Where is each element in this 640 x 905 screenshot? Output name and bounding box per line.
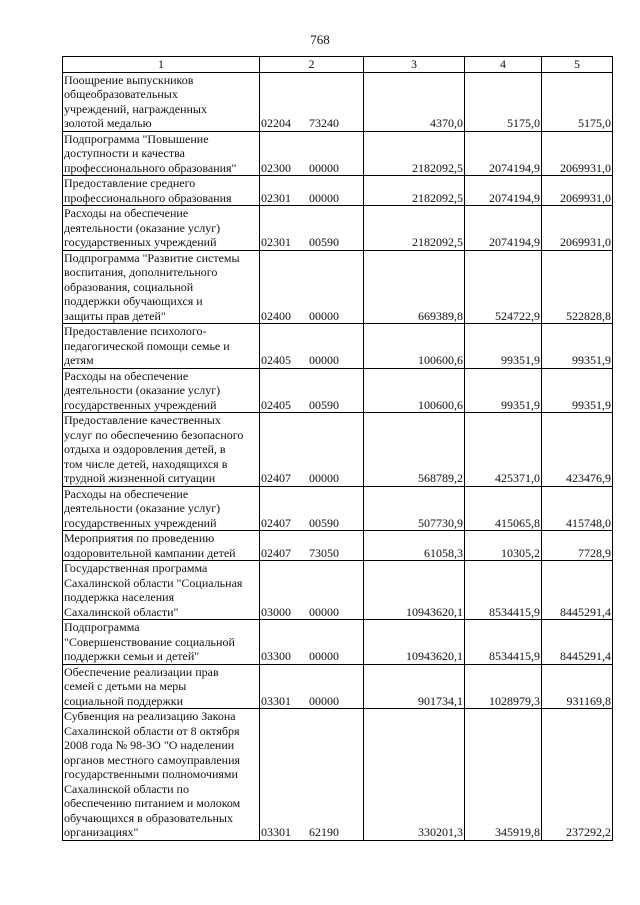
row-code-section: 02407 [261, 471, 291, 485]
header-col-2: 2 [260, 57, 364, 73]
table-row [63, 709, 613, 841]
table-row [63, 561, 613, 620]
row-code-section: 02405 [261, 397, 291, 412]
row-value-3: 2182092,5 [364, 131, 465, 176]
page-number: 768 [310, 32, 330, 47]
row-code-section: 03301 [261, 693, 291, 708]
row-value-3: 4370,0 [364, 72, 465, 131]
row-value-3: 100600,6 [364, 324, 465, 369]
row-code [260, 709, 364, 841]
row-code-item: 00000 [309, 693, 339, 708]
row-code [260, 176, 364, 206]
row-code [260, 531, 364, 561]
row-value-5: 8445291,4 [542, 620, 613, 665]
row-name: Расходы на обеспечение деятельности (оказание услуг) государственных учреждений [63, 486, 260, 531]
row-name: Предоставление среднего профессионального образования [63, 176, 260, 206]
row-code-section: 02407 [261, 515, 291, 530]
table-row [63, 486, 613, 531]
row-code-section: 02405 [261, 353, 291, 367]
row-value-3: 2182092,5 [364, 176, 465, 206]
row-value-3: 10943620,1 [364, 561, 465, 620]
row-value-4: 5175,0 [465, 72, 542, 131]
row-code-item: 62190 [309, 825, 339, 839]
row-name: Подпрограмма "Совершенствование социальной поддержки семьи и детей" [63, 620, 260, 665]
row-code-item: 73050 [309, 545, 339, 560]
table-row [63, 324, 613, 369]
row-value-5: 99351,9 [542, 368, 613, 413]
row-value-3: 330201,3 [364, 709, 465, 841]
row-name: Подпрограмма "Повышение доступности и качества профессионального образования" [63, 131, 260, 176]
row-code-section: 02301 [261, 235, 291, 249]
row-code-section: 03000 [261, 604, 291, 619]
row-code-section: 02407 [261, 545, 291, 560]
row-value-3: 10943620,1 [364, 620, 465, 665]
row-value-5: 8445291,4 [542, 561, 613, 620]
row-value-4: 2074194,9 [465, 206, 542, 251]
row-name: Субвенция на реализацию Закона Сахалинской области от 8 октября 2008 года № 98-ЗО "О наделении органов местного самоуправления государственными полномочиями Сахалинской области по обеспечению питанием и молоком обучающихся в образовательных организациях" [63, 709, 260, 841]
row-code [260, 620, 364, 665]
row-value-5: 7728,9 [542, 531, 613, 561]
row-value-4: 415065,8 [465, 486, 542, 531]
row-code-item: 00590 [309, 397, 339, 412]
table-row [63, 72, 613, 131]
row-name: Подпрограмма "Развитие системы воспитания, дополнительного образования, социальной поддержки обучающихся и защиты прав детей" [63, 250, 260, 324]
row-code-section: 03301 [261, 825, 291, 839]
row-value-5: 931169,8 [542, 664, 613, 709]
row-code-item: 00000 [309, 353, 339, 367]
row-value-4: 2074194,9 [465, 176, 542, 206]
row-code [260, 206, 364, 251]
table-row [63, 368, 613, 413]
table-row [63, 620, 613, 665]
row-code-item: 00000 [309, 190, 339, 205]
header-col-1: 1 [63, 57, 260, 73]
row-value-3: 507730,9 [364, 486, 465, 531]
row-code-item: 00590 [309, 515, 339, 530]
row-value-4: 99351,9 [465, 368, 542, 413]
row-value-5: 237292,2 [542, 709, 613, 841]
header-row [63, 57, 613, 73]
row-code [260, 250, 364, 324]
row-code-section: 02400 [261, 308, 291, 323]
budget-table [62, 56, 613, 841]
row-value-4: 425371,0 [465, 413, 542, 487]
row-value-3: 61058,3 [364, 531, 465, 561]
table-row [63, 176, 613, 206]
table-row [63, 531, 613, 561]
row-value-4: 10305,2 [465, 531, 542, 561]
row-code [260, 486, 364, 531]
row-value-3: 100600,6 [364, 368, 465, 413]
row-name: Обеспечение реализации прав семей с детьми на меры социальной поддержки [63, 664, 260, 709]
row-code-section: 03300 [261, 649, 291, 663]
row-name: Государственная программа Сахалинской области "Социальная поддержка населения Сахалинской области" [63, 561, 260, 620]
row-name: Расходы на обеспечение деятельности (оказание услуг) государственных учреждений [63, 206, 260, 251]
row-code [260, 664, 364, 709]
row-code [260, 561, 364, 620]
table-row [63, 131, 613, 176]
row-value-5: 423476,9 [542, 413, 613, 487]
row-value-5: 415748,0 [542, 486, 613, 531]
row-value-3: 669389,8 [364, 250, 465, 324]
row-code-item: 00590 [309, 235, 339, 249]
row-value-4: 2074194,9 [465, 131, 542, 176]
table-row [63, 413, 613, 487]
row-code-section: 02301 [261, 190, 291, 205]
row-name: Поощрение выпускников общеобразовательных учреждений, награжденных золотой медалью [63, 72, 260, 131]
row-value-4: 8534415,9 [465, 620, 542, 665]
row-code-item: 00000 [309, 160, 339, 175]
row-value-3: 901734,1 [364, 664, 465, 709]
row-code-item: 00000 [309, 308, 339, 323]
row-value-4: 1028979,3 [465, 664, 542, 709]
table-row [63, 250, 613, 324]
row-code [260, 131, 364, 176]
header-col-3: 3 [364, 57, 465, 73]
row-code [260, 368, 364, 413]
header-col-5: 5 [542, 57, 613, 73]
row-value-4: 99351,9 [465, 324, 542, 369]
row-value-5: 522828,8 [542, 250, 613, 324]
row-name: Предоставление психолого- педагогической помощи семье и детям [63, 324, 260, 369]
row-code-item: 00000 [309, 604, 339, 619]
row-name: Мероприятия по проведению оздоровительной кампании детей [63, 531, 260, 561]
row-value-4: 524722,9 [465, 250, 542, 324]
row-code-item: 00000 [309, 471, 339, 485]
row-code-section: 02300 [261, 160, 291, 175]
row-value-5: 2069931,0 [542, 131, 613, 176]
row-value-5: 5175,0 [542, 72, 613, 131]
row-code-item: 73240 [309, 116, 339, 130]
row-name: Расходы на обеспечение деятельности (оказание услуг) государственных учреждений [63, 368, 260, 413]
row-value-5: 2069931,0 [542, 176, 613, 206]
row-value-3: 568789,2 [364, 413, 465, 487]
row-code-section: 02204 [261, 116, 291, 130]
table-row [63, 206, 613, 251]
row-code [260, 72, 364, 131]
table-row [63, 664, 613, 709]
row-name: Предоставление качественных услуг по обеспечению безопасного отдыха и оздоровления детей, в том числе детей, находящихся в трудной жизненной ситуации [63, 413, 260, 487]
row-value-4: 8534415,9 [465, 561, 542, 620]
row-value-5: 99351,9 [542, 324, 613, 369]
row-code [260, 413, 364, 487]
row-code-item: 00000 [309, 649, 339, 663]
row-value-3: 2182092,5 [364, 206, 465, 251]
header-col-4: 4 [465, 57, 542, 73]
row-code [260, 324, 364, 369]
row-value-4: 345919,8 [465, 709, 542, 841]
row-value-5: 2069931,0 [542, 206, 613, 251]
